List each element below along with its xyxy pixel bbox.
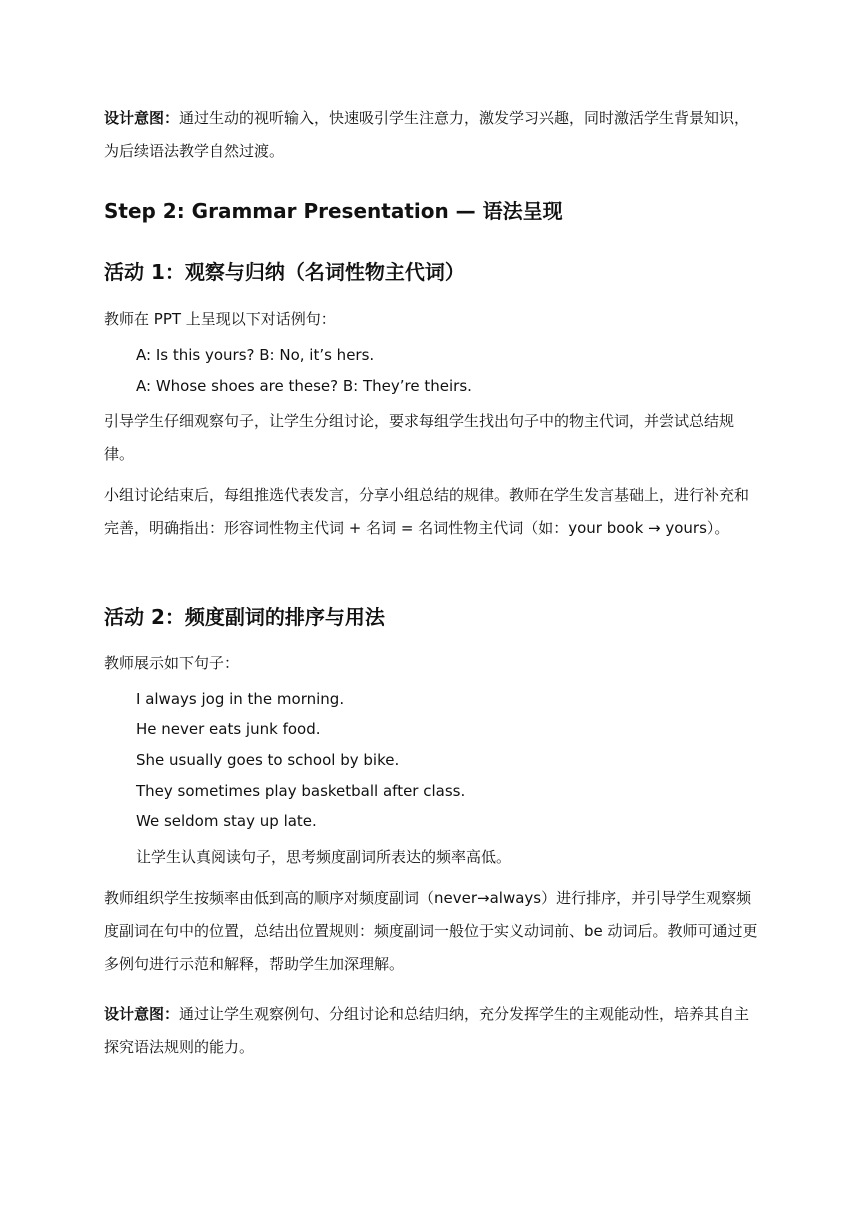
activity2-intro: 教师展示如下句子：: [104, 654, 240, 672]
example-sentence: A: Is this yours? B: No, it’s hers.: [136, 346, 375, 364]
activity2-heading: 活动 2：频度副词的排序与用法: [104, 605, 385, 629]
example-sentence: He never eats junk food.: [136, 720, 321, 738]
activity1-intro: 教师在 PPT 上呈现以下对话例句：: [104, 310, 336, 328]
example-sentence: We seldom stay up late.: [136, 812, 317, 830]
example-sentence: A: Whose shoes are these? B: They’re theirs.: [136, 377, 472, 395]
activity1-paragraph-1: 引导学生仔细观察句子，让学生分组讨论，要求每组学生找出句子中的物主代词，并尝试总结规律。: [104, 412, 735, 463]
activity1-heading: 活动 1：观察与归纳（名词性物主代词）: [104, 260, 465, 284]
design-intent-paragraph-1: [104, 102, 760, 168]
example-sentence: I always jog in the morning.: [136, 690, 345, 708]
example-sentence: They sometimes play basketball after class.: [136, 782, 466, 800]
example-sentence: She usually goes to school by bike.: [136, 751, 400, 769]
design-intent-text: 通过生动的视听输入，快速吸引学生注意力，激发学习兴趣，同时激活学生背景知识，为后续语法教学自然过渡。: [104, 109, 750, 160]
design-intent-text: 通过让学生观察例句、分组讨论和总结归纳，充分发挥学生的主观能动性，培养其自主探究语法规则的能力。: [104, 1005, 750, 1056]
activity2-note: 让学生认真阅读句子，思考频度副词所表达的频率高低。: [136, 848, 512, 866]
activity2-paragraph: 教师组织学生按频率由低到高的顺序对频度副词（never→always）进行排序，并引导学生观察频度副词在句中的位置，总结出位置规则：频度副词一般位于实义动词前、be 动词后。教师可通过更多例句进行示范和解释，帮助学生加深理解。: [104, 889, 758, 973]
design-intent-label: 设计意图：: [104, 1005, 180, 1023]
step2-heading: Step 2: Grammar Presentation — 语法呈现: [104, 199, 563, 223]
design-intent-paragraph-2: [104, 998, 760, 1064]
design-intent-label: 设计意图：: [104, 109, 180, 127]
activity1-paragraph-2: 小组讨论结束后，每组推选代表发言，分享小组总结的规律。教师在学生发言基础上，进行补充和完善，明确指出：形容词性物主代词 + 名词 = 名词性物主代词（如：your book → yours）。: [104, 486, 750, 537]
